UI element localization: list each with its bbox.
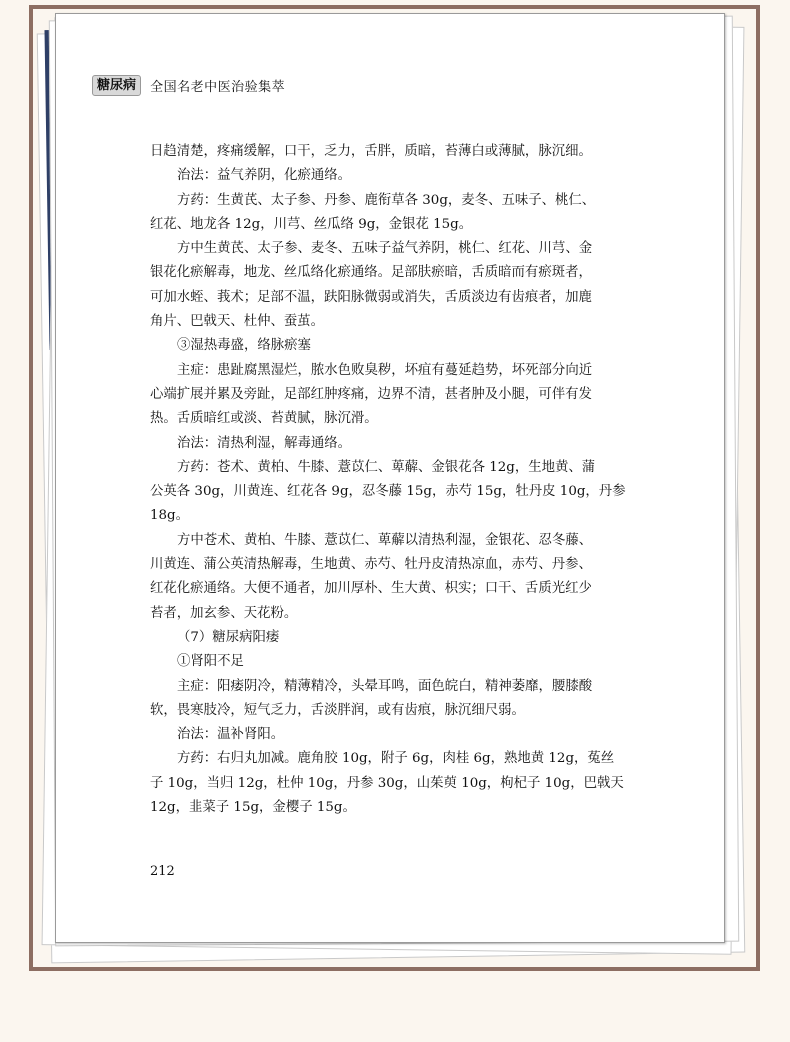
- text-line: 治法：清热利湿，解毒通络。: [177, 435, 352, 451]
- running-header: [92, 75, 652, 97]
- text-line: 心端扩展并累及旁趾，足部红肿疼痛，边界不清，甚者肿及小腿，可伴有发: [150, 386, 592, 402]
- chapter-label: 糖尿病: [92, 75, 141, 96]
- text-line: 热。舌质暗红或淡、苔黄腻，脉沉滑。: [150, 411, 378, 427]
- text-line: 银花化瘀解毒，地龙、丝瓜络化瘀通络。足部肤瘀暗，舌质暗而有瘀斑者，: [150, 265, 592, 281]
- text-line: 治法：益气养阴，化瘀通络。: [177, 168, 352, 184]
- text-line: 方中苍术、黄柏、牛膝、薏苡仁、萆薢以清热利湿，金银花、忍冬藤、: [177, 532, 593, 548]
- text-line: 主症：阳痿阴冷，精薄精冷，头晕耳鸣，面色皖白，精神萎靡，腰膝酸: [177, 678, 593, 694]
- text-line: 公英各 30g，川黄连、红花各 9g，忍冬藤 15g，赤芍 15g，牡丹皮 10g，丹参: [150, 484, 626, 500]
- page-number: 212: [150, 864, 175, 879]
- text-line: 日趋清楚，疼痛缓解，口干，乏力，舌胖，质暗，苔薄白或薄腻，脉沉细。: [150, 144, 592, 159]
- text-line: 方药：苍术、黄柏、牛膝、薏苡仁、萆薢、金银花各 12g，生地黄、蒲: [177, 459, 596, 475]
- text-line: 方药：右归丸加减。鹿角胶 10g，附子 6g，肉桂 6g，熟地黄 12g，菟丝: [177, 751, 615, 767]
- text-line: 方药：生黄芪、太子参、丹参、鹿衔草各 30g，麦冬、五味子、桃仁、: [177, 192, 596, 208]
- text-line: ①肾阳不足: [177, 654, 244, 670]
- text-line: 红花、地龙各 12g，川芎、丝瓜络 9g，金银花 15g。: [150, 216, 473, 232]
- text-line: 角片、巴戟天、杜仲、蚕茧。: [150, 314, 325, 330]
- text-line: ③湿热毒盛，络脉瘀塞: [177, 338, 311, 354]
- text-line: 方中生黄芪、太子参、麦冬、五味子益气养阴，桃仁、红花、川芎、金: [177, 241, 593, 257]
- text-line: 子 10g，当归 12g，杜仲 10g，丹参 30g，山茱萸 10g，枸杞子 10g，巴戟天: [150, 775, 624, 791]
- text-line: （7）糖尿病阳痿: [177, 629, 280, 645]
- text-line: 川黄连、蒲公英清热解毒，生地黄、赤芍、牡丹皮清热凉血，赤芍、丹参、: [150, 557, 592, 573]
- text-line: 12g，韭菜子 15g，金樱子 15g。: [150, 800, 356, 816]
- book-title: 全国名老中医治验集萃: [150, 80, 286, 95]
- text-line: 主症：患趾腐黑湿烂，脓水色败臭秽，坏疽有蔓延趋势，坏死部分向近: [177, 362, 593, 378]
- text-line: 苔者，加玄参、天花粉。: [150, 605, 298, 621]
- text-line: 可加水蛭、莪术；足部不温，趺阳脉微弱或消失，舌质淡边有齿痕者，加鹿: [150, 289, 592, 305]
- body-text: [150, 140, 626, 820]
- text-line: 18g。: [150, 508, 190, 524]
- text-line: 治法：温补肾阳。: [177, 727, 285, 743]
- text-line: 红花化瘀通络。大便不通者，加川厚朴、生大黄、枳实；口干、舌质光红少: [150, 581, 592, 597]
- text-line: 软，畏寒肢冷，短气乏力，舌淡胖润，或有齿痕，脉沉细尺弱。: [150, 702, 525, 718]
